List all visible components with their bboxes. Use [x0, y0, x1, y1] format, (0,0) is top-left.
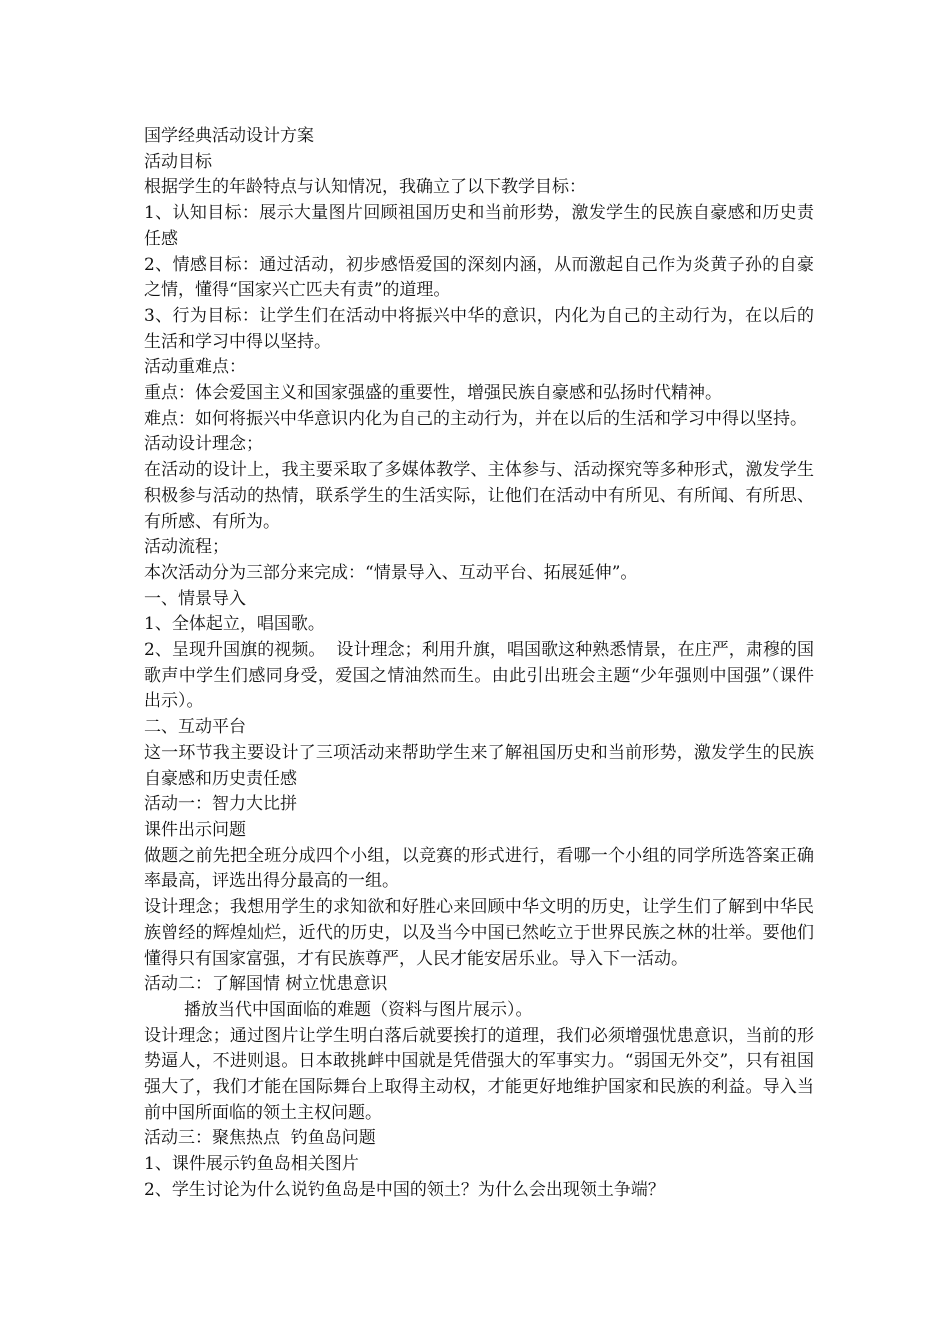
paragraph: 设计理念；我想用学生的求知欲和好胜心来回顾中华文明的历史，让学生们了解到中华民族曾经的辉煌灿烂，近代的历史，以及当今中国已然屹立于世界民族之林的壮举。要他们懂得只有国家富强，才有民族尊严，人民才能安居乐业。导入下一活动。: [144, 897, 814, 969]
heading-design-concept: 活动设计理念；: [144, 434, 263, 455]
paragraph: 在活动的设计上，我主要采取了多媒体教学、主体参与、活动探究等多种形式，激发学生积极参与活动的热情，联系学生的生活实际，让他们在活动中有所见、有所闻、有所思、有所感、有所为。: [144, 460, 814, 532]
list-item: 1、全体起立，唱国歌。: [144, 614, 325, 635]
list-item: 2、学生讨论为什么说钓鱼岛是中国的领土？为什么会出现领土争端？: [144, 1179, 665, 1200]
section-heading-2: 二、互动平台: [144, 717, 246, 738]
heading-activity-goals: 活动目标: [144, 151, 212, 172]
activity-heading-1: 活动一：智力大比拼: [144, 794, 297, 815]
heading-activity-flow: 活动流程；: [144, 537, 229, 558]
paragraph: 这一环节我主要设计了三项活动来帮助学生来了解祖国历史和当前形势，激发学生的民族自豪感和历史责任感: [144, 742, 814, 789]
paragraph: 播放当代中国面临的难题（资料与图片展示）。: [184, 999, 533, 1020]
goal-emotional: 2、情感目标：通过活动，初步感悟爱国的深刻内涵，从而激起自己作为炎黄子孙的自豪之情，懂得“国家兴亡匹夫有责”的道理。: [144, 254, 814, 301]
difficult-point: 难点：如何将振兴中华意识内化为自己的主动行为，并在以后的生活和学习中得以坚持。: [144, 408, 807, 429]
document-title: 国学经典活动设计方案: [144, 126, 314, 146]
paragraph: 根据学生的年龄特点与认知情况，我确立了以下教学目标：: [144, 177, 586, 198]
activity-heading-2: 活动二：了解国情 树立忧患意识: [144, 974, 388, 995]
list-item: 1、课件展示钓鱼岛相关图片: [144, 1154, 359, 1175]
section-heading-1: 一、情景导入: [144, 588, 246, 609]
paragraph: 本次活动分为三部分来完成：“情景导入、互动平台、拓展延伸”。: [144, 562, 638, 583]
paragraph: 课件出示问题: [144, 819, 246, 840]
heading-key-points: 活动重难点：: [144, 357, 246, 378]
paragraph: 做题之前先把全班分成四个小组，以竞赛的形式进行，看哪一个小组的同学所选答案正确率最高，评选出得分最高的一组。: [144, 845, 814, 892]
paragraph: 设计理念；通过图片让学生明白落后就要挨打的道理，我们必须增强忧患意识，当前的形势逼人，不进则退。日本敢挑衅中国就是凭借强大的军事实力。“弱国无外交”，只有祖国强大了，我们才能在国际舞台上取得主动权，才能更好地维护国家和民族的利益。导入当前中国所面临的领土主权问题。: [144, 1025, 814, 1123]
key-point: 重点：体会爱国主义和国家强盛的重要性，增强民族自豪感和弘扬时代精神。: [144, 383, 722, 404]
goal-behavioral: 3、行为目标：让学生们在活动中将振兴中华的意识，内化为自己的主动行为，在以后的生活和学习中得以坚持。: [144, 305, 814, 352]
activity-heading-3: 活动三：聚焦热点 钓鱼岛问题: [144, 1128, 376, 1149]
goal-cognitive: 1、认知目标：展示大量图片回顾祖国历史和当前形势，激发学生的民族自豪感和历史责任感: [144, 203, 814, 249]
list-item: 2、呈现升国旗的视频。 设计理念；利用升旗，唱国歌这种熟悉情景，在庄严，肃穆的国歌声中学生们感同身受，爱国之情油然而生。由此引出班会主题“少年强则中国强”（课件出示）。: [144, 640, 814, 712]
document-body: [144, 124, 814, 1204]
